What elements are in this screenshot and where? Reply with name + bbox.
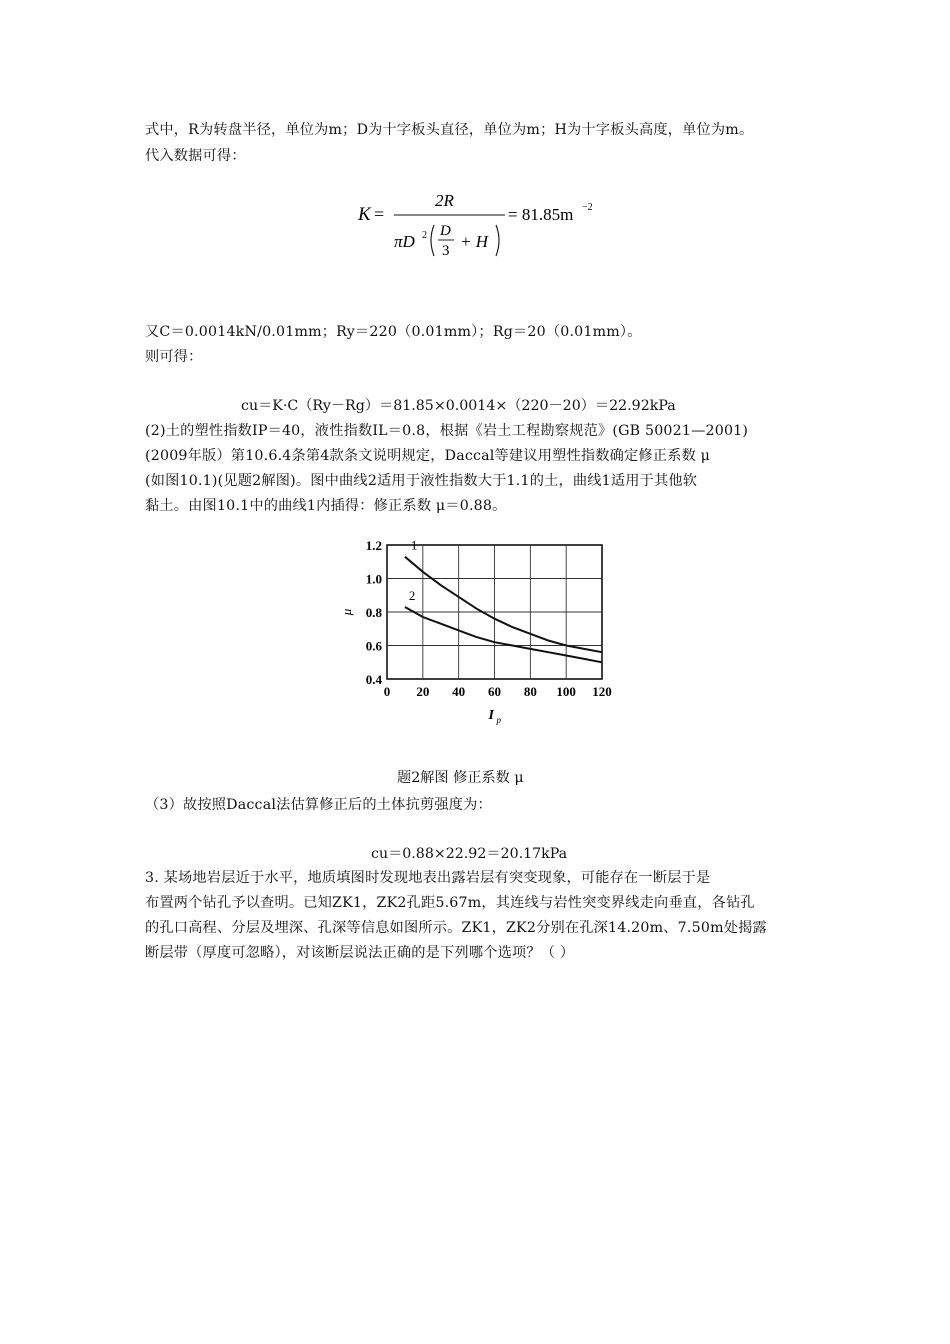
y-tick-label: 0.8	[365, 605, 382, 620]
formula-equals: =	[374, 204, 385, 224]
x-tick-label: 60	[488, 684, 501, 699]
part2-line-4: 黏土。由图10.1中的曲线1内插得：修正系数 μ＝0.88。	[145, 498, 507, 514]
k-formula	[350, 188, 610, 268]
formula-inner-denominator: 3	[442, 243, 450, 259]
x-tick-label: 120	[592, 684, 612, 699]
curve-1	[405, 557, 602, 653]
y-tick-label: 0.4	[365, 672, 382, 687]
question3-line-2: 布置两个钻孔予以查明。已知ZK1，ZK2孔距5.67m，其连线与岩性突变界线走向垂直，各钻孔	[145, 895, 755, 911]
part3-formula: cu＝0.88×22.92＝20.17kPa	[371, 846, 568, 862]
correction-factor-chart	[335, 535, 625, 735]
curve-label-2: 2	[408, 587, 416, 603]
intro-line-2: 代入数据可得：	[145, 148, 246, 164]
x-axis-label-subscript: p	[496, 715, 501, 725]
figure-caption: 题2解图 修正系数 μ	[397, 770, 524, 786]
params-line-2: 则可得：	[145, 349, 203, 365]
x-tick-label: 20	[416, 684, 430, 699]
y-tick-label: 1.0	[365, 571, 382, 587]
formula-inner-numerator: D	[440, 223, 451, 239]
x-tick-label: 80	[523, 684, 537, 699]
formula-left-paren	[431, 225, 434, 256]
intro-line-1: 式中，R为转盘半径，单位为m；D为十字板头直径，单位为m；H为十字板头高度，单位为m。	[145, 122, 754, 138]
formula-result-exponent: −2	[582, 202, 593, 213]
x-tick-label: 40	[452, 684, 466, 699]
y-tick-label: 0.6	[365, 638, 382, 654]
formula-pi-d: πD	[394, 232, 415, 251]
formula-lhs: K	[358, 204, 371, 225]
y-tick-label: 1.2	[365, 538, 382, 553]
part2-line-2: (2009年版）第10.6.4条第4款条文说明规定，Daccal等建议用塑性指数确定修正系数 μ	[145, 448, 711, 464]
part3-line-1: （3）故按照Daccal法估算修正后的土体抗剪强度为：	[145, 797, 492, 813]
curve-2	[405, 607, 602, 662]
y-axis-label: μ	[339, 608, 354, 616]
x-axis-label: I	[488, 708, 494, 723]
formula-plus-h: + H	[460, 232, 488, 251]
x-tick-label: 0	[383, 684, 391, 699]
formula-square: 2	[422, 230, 427, 241]
part2-line-1: (2)土的塑性指数IP＝40，液性指数IL＝0.8，根据《岩土工程勘察规范》(GB 50021—2001)	[145, 423, 749, 439]
formula-result: = 81.85m	[508, 205, 574, 224]
part2-line-3: (如图10.1)(见题2解图)。图中曲线2适用于液性指数大于1.1的土，曲线1适用于其他软	[145, 473, 698, 489]
params-line-1: 又C＝0.0014kN/0.01mm；Ry＝220（0.01mm）；Rg＝20（0.01mm）。	[145, 324, 642, 340]
question3-line-4: 断层带（厚度可忽略），对该断层说法正确的是下列哪个选项？（ ）	[145, 945, 575, 961]
formula-right-paren	[496, 225, 499, 256]
cu-formula: cu＝K·C（Ry－Rg）＝81.85×0.0014×（220－20）＝22.92kPa	[241, 398, 676, 414]
question3-line-1: 3. 某场地岩层近于水平，地质填图时发现地表出露岩层有突变现象，可能存在一断层于是	[145, 870, 711, 886]
x-tick-label: 100	[556, 684, 576, 699]
formula-numerator: 2R	[435, 191, 454, 210]
question3-line-3: 的孔口高程、分层及埋深、孔深等信息如图所示。ZK1，ZK2分别在孔深14.20m、7.50m处揭露	[145, 920, 767, 936]
curve-label-1: 1	[410, 537, 418, 553]
